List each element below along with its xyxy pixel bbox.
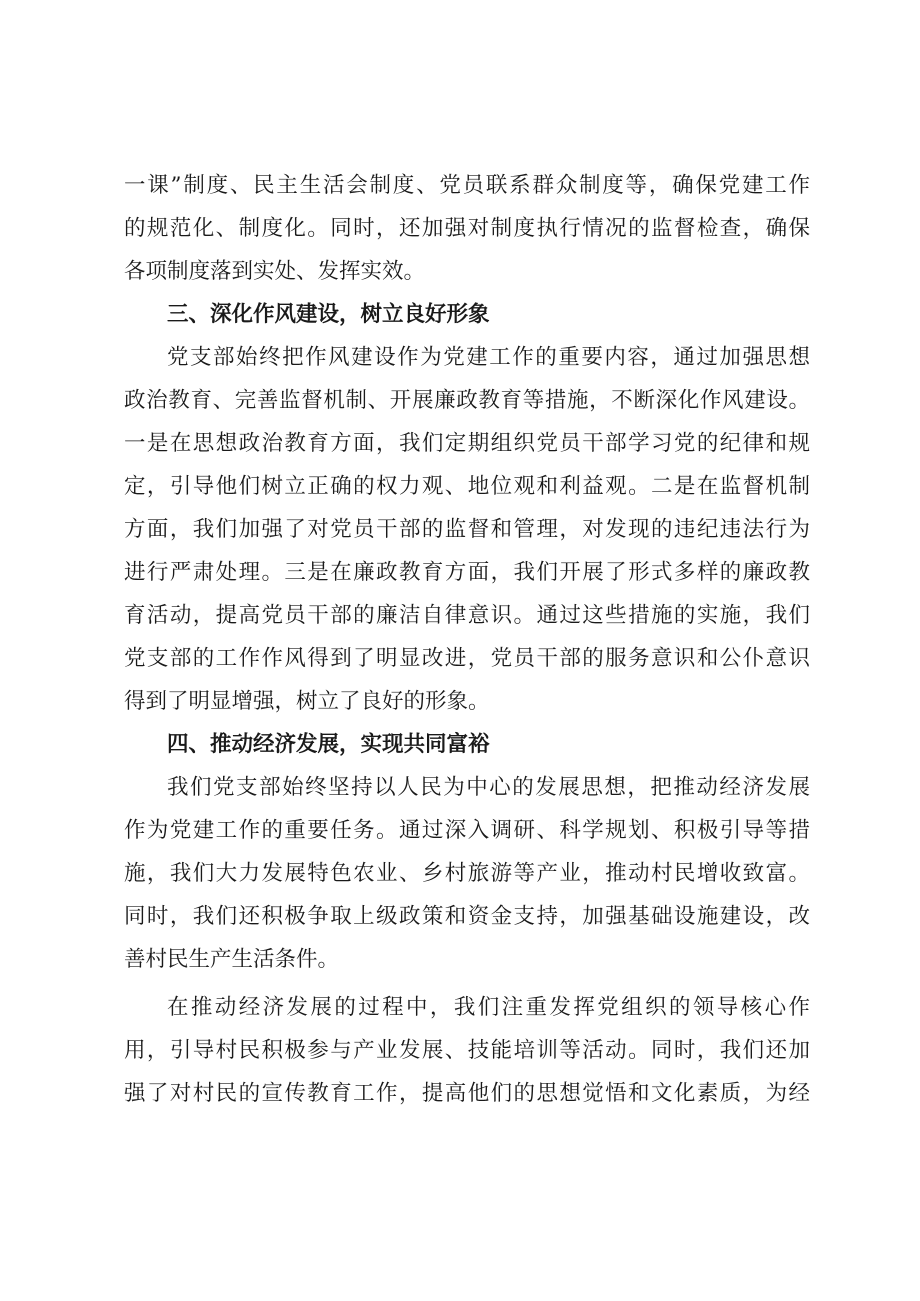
paragraph-line: 进行严肃处理。三是在廉政教育方面，我们开展了形式多样的廉政教: [124, 560, 810, 585]
section-heading-3: 三、深化作风建设，树立良好形象: [167, 302, 490, 327]
paragraph-line: 党支部始终把作风建设作为党建工作的重要内容，通过加强思想: [167, 345, 810, 370]
paragraph-line: 作为党建工作的重要任务。通过深入调研、科学规划、积极引导等措: [124, 818, 810, 843]
paragraph-line: 强了对村民的宣传教育工作，提高他们的思想觉悟和文化素质，为经: [124, 1081, 810, 1106]
paragraph-line: 用，引导村民积极参与产业发展、技能培训等活动。同时，我们还加: [124, 1038, 810, 1063]
paragraph-line: 育活动，提高党员干部的廉洁自律意识。通过这些措施的实施，我们: [124, 603, 810, 628]
paragraph-line: 得到了明显增强，树立了良好的形象。: [124, 689, 490, 714]
paragraph-line: 方面，我们加强了对党员干部的监督和管理，对发现的违纪违法行为: [124, 517, 810, 542]
paragraph-line: 党支部的工作作风得到了明显改进，党员干部的服务意识和公仆意识: [124, 646, 810, 671]
paragraph-line: 我们党支部始终坚持以人民为中心的发展思想，把推动经济发展: [167, 775, 810, 800]
paragraph-line: 定，引导他们树立正确的权力观、地位观和利益观。二是在监督机制: [124, 474, 810, 499]
paragraph-line: 各项制度落到实处、发挥实效。: [124, 259, 426, 284]
paragraph-line: 一是在思想政治教育方面，我们定期组织党员干部学习党的纪律和规: [124, 431, 810, 456]
paragraph-line: 在推动经济发展的过程中，我们注重发挥党组织的领导核心作: [167, 995, 810, 1020]
paragraph-line: 善村民生产生活条件。: [124, 947, 340, 972]
paragraph-line: 同时，我们还积极争取上级政策和资金支持，加强基础设施建设，改: [124, 904, 810, 929]
paragraph-line: 的规范化、制度化。同时，还加强对制度执行情况的监督检查，确保: [124, 216, 810, 241]
paragraph-line: 一课”制度、民主生活会制度、党员联系群众制度等，确保党建工作: [124, 173, 810, 198]
paragraph-line: 施，我们大力发展特色农业、乡村旅游等产业，推动村民增收致富。: [124, 861, 810, 886]
paragraph-line: 政治教育、完善监督机制、开展廉政教育等措施，不断深化作风建设。: [124, 388, 810, 413]
section-heading-4: 四、推动经济发展，实现共同富裕: [167, 732, 490, 757]
